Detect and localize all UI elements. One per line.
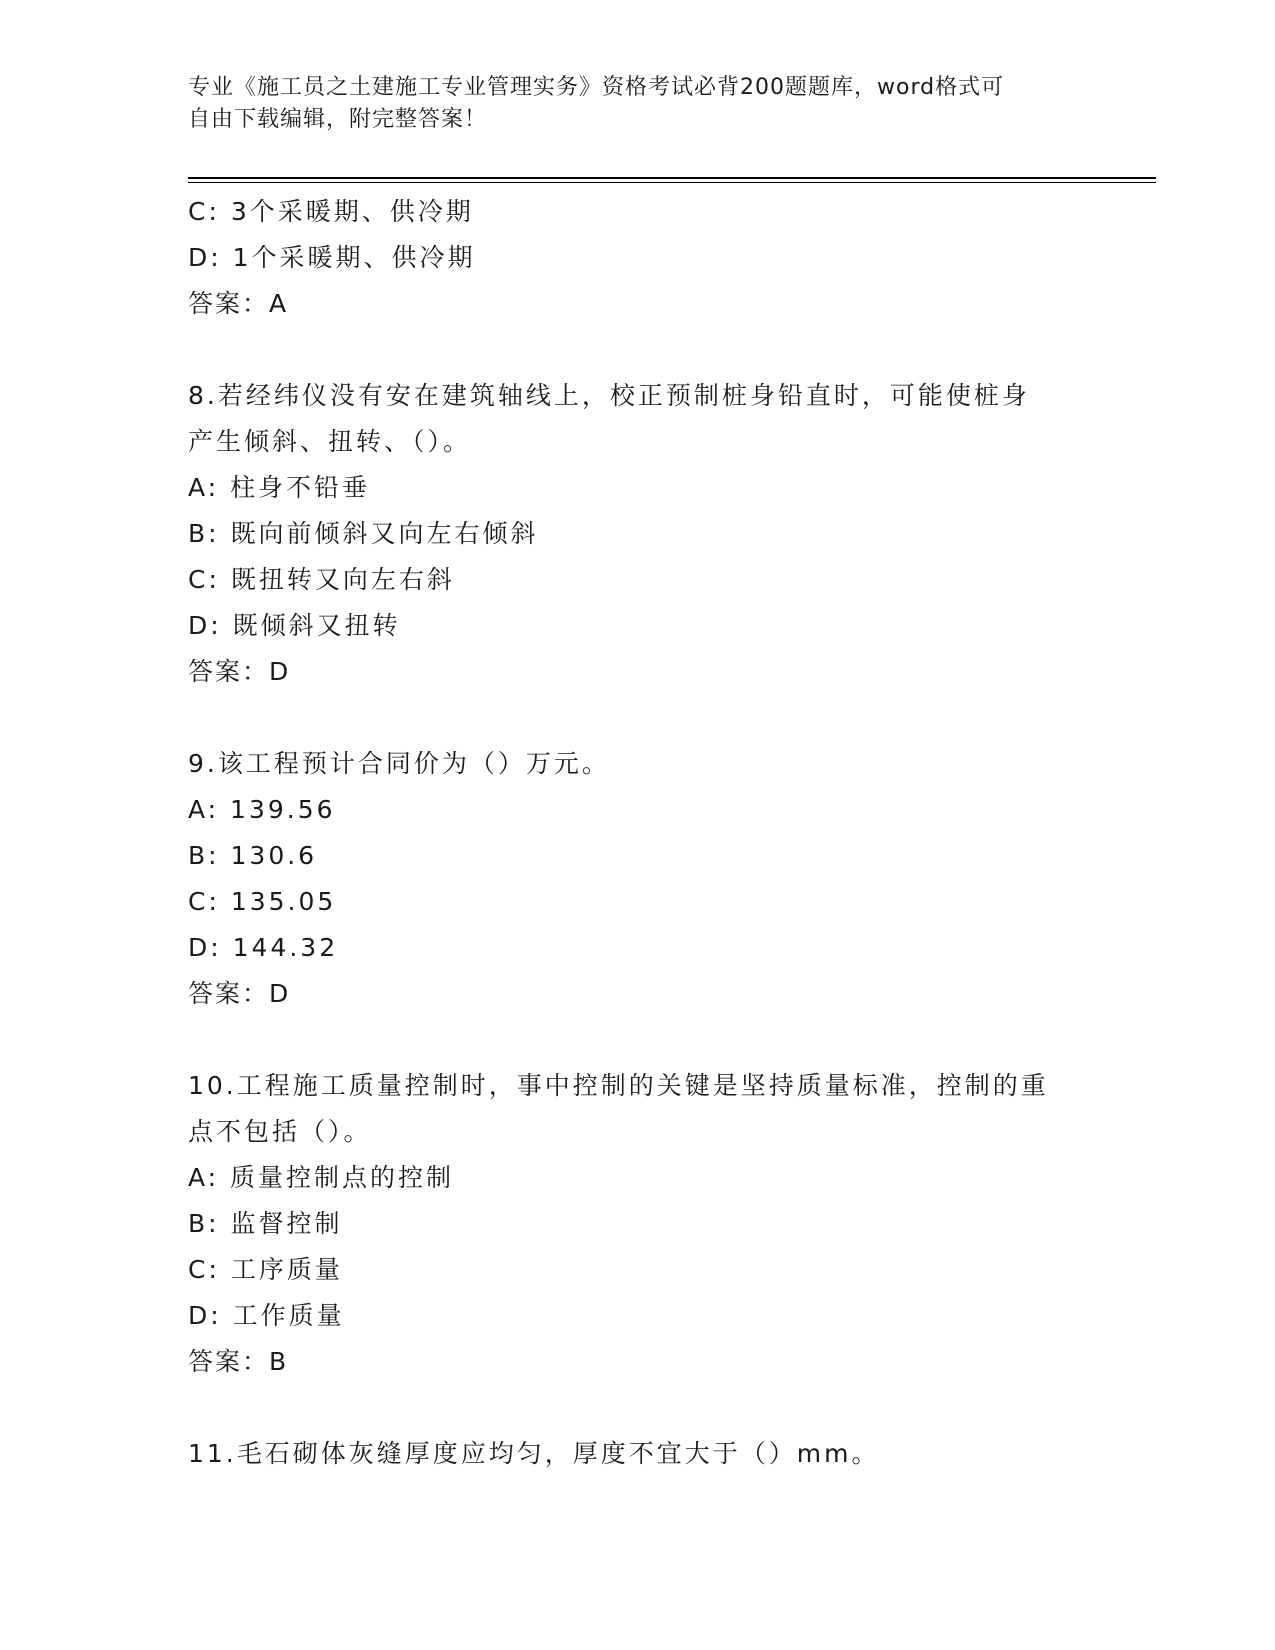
header-divider-thin bbox=[188, 182, 1156, 183]
option-c: C: 135.05 bbox=[188, 887, 337, 916]
question-text-line: 点不包括（）。 bbox=[188, 1117, 372, 1146]
question-text-line: 产生倾斜、扭转、（）。 bbox=[188, 427, 472, 456]
option-b: B: 既向前倾斜又向左右倾斜 bbox=[188, 519, 539, 548]
option-b: B: 130.6 bbox=[188, 841, 318, 870]
question-10 bbox=[188, 1063, 1108, 1385]
header-divider-thick bbox=[188, 177, 1156, 179]
option-b: B: 监督控制 bbox=[188, 1209, 343, 1238]
header-line-1: 专业《施工员之土建施工专业管理实务》资格考试必背200题题库，word格式可 bbox=[188, 75, 1005, 100]
question-text-line: 10.工程施工质量控制时，事中控制的关键是坚持质量标准，控制的重 bbox=[188, 1071, 1049, 1100]
answer-line: 答案：D bbox=[188, 979, 291, 1008]
answer-line: 答案：A bbox=[188, 289, 289, 318]
previous-question-tail bbox=[188, 189, 1108, 327]
question-text-line: 9.该工程预计合同价为（）万元。 bbox=[188, 749, 610, 778]
option-a: A: 139.56 bbox=[188, 795, 336, 824]
option-d: D: 工作质量 bbox=[188, 1301, 345, 1330]
question-list bbox=[188, 189, 1108, 1477]
option-c: C: 3个采暖期、供冷期 bbox=[188, 197, 474, 226]
answer-line: 答案：D bbox=[188, 657, 291, 686]
question-text-line: 11.毛石砌体灰缝厚度应均匀，厚度不宜大于（）mm。 bbox=[188, 1439, 880, 1468]
question-9 bbox=[188, 741, 1108, 1017]
question-11 bbox=[188, 1431, 1108, 1477]
question-8 bbox=[188, 373, 1108, 695]
option-d: D: 144.32 bbox=[188, 933, 339, 962]
option-c: C: 工序质量 bbox=[188, 1255, 343, 1284]
document-header bbox=[188, 72, 1088, 136]
answer-line: 答案：B bbox=[188, 1347, 289, 1376]
option-d: D: 1个采暖期、供冷期 bbox=[188, 243, 476, 272]
option-c: C: 既扭转又向左右斜 bbox=[188, 565, 455, 594]
option-d: D: 既倾斜又扭转 bbox=[188, 611, 401, 640]
option-a: A: 质量控制点的控制 bbox=[188, 1163, 455, 1192]
header-line-2: 自由下载编辑，附完整答案！ bbox=[188, 107, 488, 132]
question-text-line: 8.若经纬仪没有安在建筑轴线上，校正预制桩身铅直时，可能使桩身 bbox=[188, 381, 1030, 410]
option-a: A: 柱身不铅垂 bbox=[188, 473, 371, 502]
